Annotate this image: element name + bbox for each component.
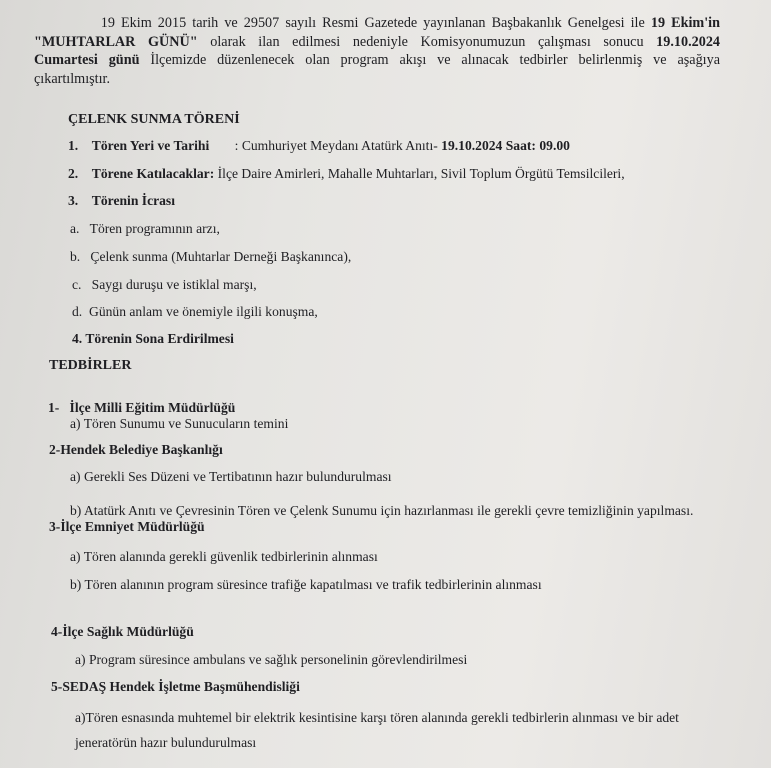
ceremony-sub-a: a. Tören programının arzı, xyxy=(70,221,220,236)
measure-2-a: a) Gerekli Ses Düzeni ve Tertibatının hazır bulundurulması xyxy=(70,469,392,484)
measure-3-title: 3-İlçe Emniyet Müdürlüğü xyxy=(49,519,205,534)
measure-2-b: b) Atatürk Anıtı ve Çevresinin Tören ve Çelenk Sunumu için hazırlanması ile gerekli çevre temizliğinin yapılması. xyxy=(70,503,694,518)
ceremony-title: ÇELENK SUNMA TÖRENİ xyxy=(68,112,240,127)
intro-line-4: çıkartılmıştır. xyxy=(34,70,111,87)
measure-5-title: 5-SEDAŞ Hendek İşletme Başmühendisliği xyxy=(51,679,300,694)
ceremony-sub-c: c. Saygı duruşu ve istiklal marşı, xyxy=(72,277,257,292)
ceremony-sub-b: b. Çelenk sunma (Muhtarlar Derneği Başkanınca), xyxy=(70,249,352,264)
ceremony-item-2: 2. Törene Katılacaklar: İlçe Daire Amirleri, Mahalle Muhtarları, Sivil Toplum Örgütü Temsilcileri, xyxy=(68,166,625,181)
measure-4-title: 4-İlçe Sağlık Müdürlüğü xyxy=(51,624,194,639)
measure-5-a-line-1: a)Tören esnasında muhtemel bir elektrik kesintisine karşı tören alanında gerekli tedbirlerin alınması ve bir adet xyxy=(75,710,679,725)
ceremony-item-1: 1. Tören Yeri ve Tarihi : Cumhuriyet Meydanı Atatürk Anıtı- 19.10.2024 Saat: 09.00 xyxy=(68,138,570,153)
ceremony-sub-d: d. Günün anlam ve önemiyle ilgili konuşma, xyxy=(72,304,318,319)
ceremony-item-3: 3. Törenin İcrası xyxy=(68,193,175,208)
intro-line-2: "MUHTARLAR GÜNÜ" olarak ilan edilmesi nedeniyle Komisyonumuzun çalışması sonucu 19.10.2024 xyxy=(34,33,720,50)
measure-1-title: 1- İlçe Milli Eğitim Müdürlüğü xyxy=(48,400,236,415)
measure-2-title: 2-Hendek Belediye Başkanlığı xyxy=(49,442,223,457)
measure-1-a: a) Tören Sunumu ve Sunucuların temini xyxy=(70,416,289,431)
measure-5-a-line-2: jeneratörün hazır bulundurulması xyxy=(75,735,257,750)
measure-3-a: a) Tören alanında gerekli güvenlik tedbirlerinin alınması xyxy=(70,549,378,564)
measure-3-b: b) Tören alanının program süresince trafiğe kapatılması ve trafik tedbirlerinin alınması xyxy=(70,577,542,592)
intro-paragraph xyxy=(34,14,720,88)
measures-title: TEDBİRLER xyxy=(49,358,132,373)
intro-line-1: 19 Ekim 2015 tarih ve 29507 sayılı Resmi Gazetede yayınlanan Başbakanlık Genelgesi ile 19 Ekim'in xyxy=(34,15,720,31)
measure-4-a: a) Program süresince ambulans ve sağlık personelinin görevlendirilmesi xyxy=(75,652,468,667)
intro-line-3: Cumartesi günü İlçemizde düzenlenecek olan program akışı ve alınacak tedbirler belirlenmiş ve aşağıya xyxy=(34,52,720,68)
ceremony-item-4: 4. Törenin Sona Erdirilmesi xyxy=(72,331,234,346)
